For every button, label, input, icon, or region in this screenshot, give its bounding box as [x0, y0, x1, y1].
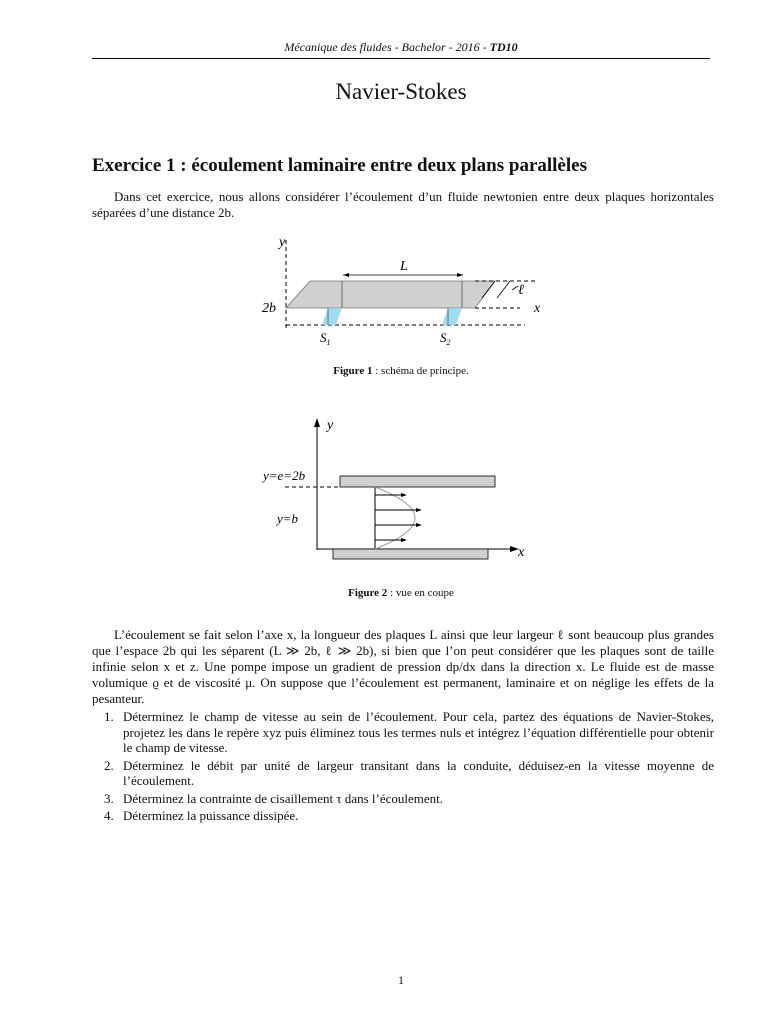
header-rule [92, 58, 710, 59]
question-number: 3. [104, 790, 114, 806]
list-item [92, 709, 714, 756]
fig1-2b-label: 2b [262, 301, 276, 316]
fig1-s2-sub: 2 [446, 338, 451, 347]
question-number: 2. [104, 757, 114, 773]
running-header [92, 40, 710, 55]
fig1-L-label: L [400, 259, 408, 274]
svg-text:S1 [320, 330, 331, 347]
figure-1-caption-text: : schéma de principe. [372, 365, 469, 377]
figure-1-caption-label: Figure 1 [333, 365, 373, 377]
svg-text:S2 [440, 330, 451, 347]
question-number: 4. [104, 808, 114, 823]
intro-paragraph: Dans cet exercice, nous allons considérer l’écoulement d’un fluide newtonien entre deux plaques horizontales séparées d’une distance 2b. [92, 189, 714, 220]
figure-1-caption [92, 365, 710, 377]
description-paragraph: L’écoulement se fait selon l’axe x, la longueur des plaques L ainsi que leur largeur ℓ sont beaucoup plus grandes que l’espace 2b qui les séparent (L ≫ 2b, ℓ ≫ 2b), si bien que l’on peut considérer que les plaques sont de taille infinie selon x et z. Une pompe impose un gradient de pression dp/dx dans la direction x. Le fluide est de masse volumique ϱ et de viscosité μ. On suppose que l’écoulement est permanent, laminaire et on néglige les effets de la pesanteur. [92, 627, 714, 706]
figure-2-caption [92, 587, 710, 599]
header-text: Mécanique des fluides - Bachelor - 2016 - [284, 40, 490, 54]
figure-1-schematic [250, 230, 550, 350]
fig1-ell-label: ℓ [518, 283, 524, 298]
fig1-x-label: x [534, 301, 541, 316]
figure-2-caption-text: : vue en coupe [387, 587, 454, 599]
question-text: Déterminez le débit par unité de largeur transitant dans la conduite, déduisez-en la vitesse moyenne de l’écoulement. [123, 757, 714, 788]
fig2-y-label: y [327, 418, 334, 433]
fig1-s1-sub: 1 [326, 338, 331, 347]
list-item [92, 791, 714, 807]
fig1-s1-label: S [320, 330, 327, 345]
figure-2-caption-label: Figure 2 [348, 587, 388, 599]
figure-2-cross-section [255, 415, 535, 565]
page-number: 1 [398, 973, 404, 987]
fig1-y-label: y [279, 235, 286, 250]
fig2-mid-label: y=b [277, 511, 299, 526]
question-number: 1. [104, 709, 114, 724]
question-text: Déterminez le champ de vitesse au sein de l’écoulement. Pour cela, partez des équations de Navier-Stokes, projetez les dans le repère xyz puis éliminez tous les termes nuls et intégrez l’équation différentielle pour obtenir le champ de vitesse. [123, 709, 714, 755]
question-list [92, 709, 714, 826]
page-title: Navier-Stokes [335, 79, 467, 104]
fig2-top-label: y=e=2b [263, 468, 306, 483]
question-text: Déterminez la puissance dissipée. [123, 808, 299, 823]
fig2-x-label: x [518, 545, 525, 560]
list-item [92, 758, 714, 789]
question-text: Déterminez la contrainte de cisaillement τ dans l’écoulement. [123, 790, 443, 806]
exercise-heading: Exercice 1 : écoulement laminaire entre deux plans parallèles [92, 155, 587, 176]
list-item [92, 808, 714, 824]
header-td: TD10 [489, 40, 518, 54]
fig1-s2-label: S [440, 330, 447, 345]
